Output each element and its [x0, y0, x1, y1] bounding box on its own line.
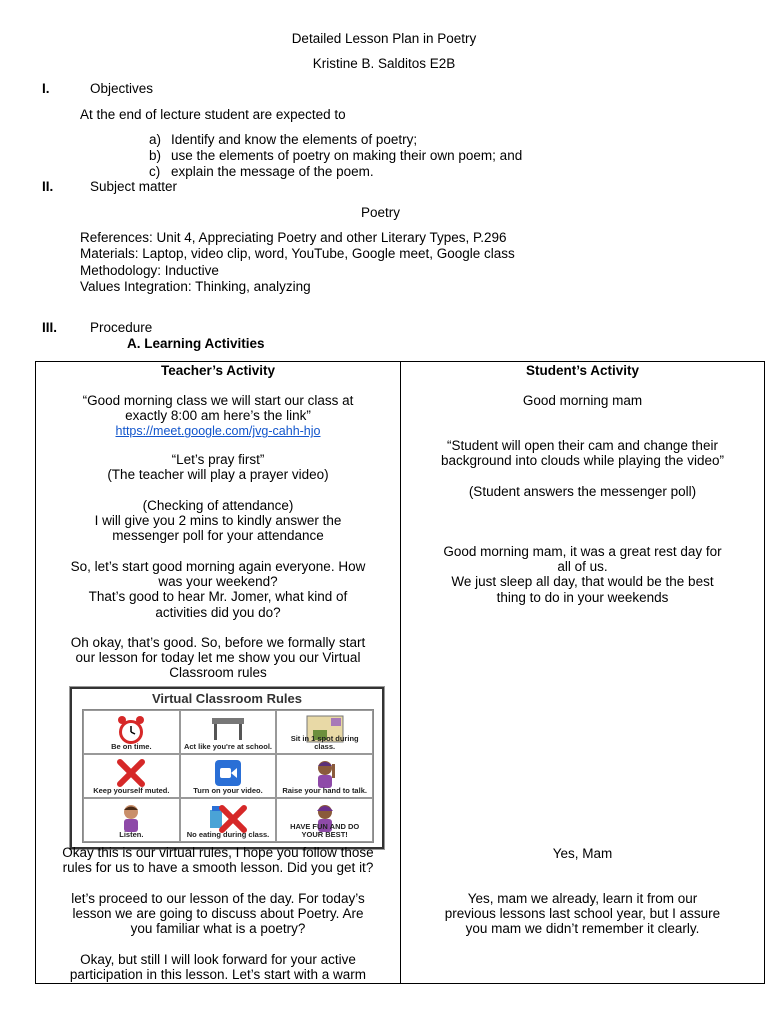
rules-title: Virtual Classroom Rules	[151, 691, 303, 706]
rule-be-on-time: Be on time.	[83, 710, 180, 754]
activities-table	[35, 361, 765, 984]
document-title: Detailed Lesson Plan in Poetry	[291, 31, 477, 46]
teacher-prayer: “Let’s pray first” (The teacher will play a prayer video)	[107, 452, 329, 483]
teacher-column	[36, 362, 401, 984]
values-line: Values Integration: Thinking, analyzing	[80, 279, 311, 294]
teacher-rules-confirm: Okay this is our virtual rules, I hope you follow those rules for us to have a smooth lesson. Did you get it?	[62, 845, 374, 876]
section-label-procedure: Procedure	[90, 320, 153, 335]
learning-activities-heading: A. Learning Activities	[127, 336, 265, 351]
methodology-line: Methodology: Inductive	[80, 263, 219, 278]
teacher-attendance: (Checking of attendance) I will give you 2 mins to kindly answer the messenger poll for your attendance	[94, 498, 342, 544]
objective-item-a: a) Identify and know the elements of poetry;	[149, 132, 418, 147]
objectives-intro: At the end of lecture student are expected to	[80, 107, 346, 122]
teacher-weekend: So, let’s start good morning again everyone. How was your weekend? That’s good to hear Mr. Jomer, what kind of activities did you do?	[70, 559, 366, 620]
objective-item-c: c) explain the message of the poem.	[149, 164, 374, 179]
rule-no-eating: No eating during class.	[180, 798, 277, 842]
rule-sit-in-one-spot: Sit in 1 spot during class.	[276, 710, 373, 754]
section-numeral-objectives: I.	[42, 81, 50, 96]
rule-turn-on-video: Turn on your video.	[180, 754, 277, 798]
references-line: References: Unit 4, Appreciating Poetry and other Literary Types, P.296	[80, 230, 507, 245]
student-prayer-response: “Student will open their cam and change their background into clouds while playing the video”	[441, 438, 724, 469]
meet-link[interactable]: https://meet.google.com/jvg-cahh-hjo	[115, 424, 321, 439]
student-rules-response: Yes, Mam	[552, 846, 613, 861]
teacher-lesson-intro: let’s proceed to our lesson of the day. For today’s lesson we are going to discuss about Poetry. Are you familiar what is a poetry?	[71, 891, 365, 937]
rules-grid	[82, 709, 374, 843]
subject-topic: Poetry	[361, 205, 401, 220]
objective-item-b: b) use the elements of poetry on making their own poem; and	[149, 148, 523, 163]
virtual-classroom-rules-image	[70, 687, 384, 849]
rule-have-fun: HAVE FUN AND DO YOUR BEST!	[276, 798, 373, 842]
section-numeral-procedure: III.	[42, 320, 58, 335]
author-line: Kristine B. Salditos E2B	[312, 56, 456, 71]
teacher-rules-intro: Oh okay, that’s good. So, before we formally start our lesson for today let me show you our Virtual Classroom rules	[70, 635, 366, 681]
student-activity-header: Student’s Activity	[525, 363, 640, 378]
rule-listen: Listen.	[83, 798, 180, 842]
student-weekend-response: Good morning mam, it was a great rest day for all of us. We just sleep all day, that would be the best thing to do in your weekends	[443, 544, 722, 605]
rule-act-like-school: Act like you're at school.	[180, 710, 277, 754]
section-label-objectives: Objectives	[90, 81, 154, 96]
section-label-subject-matter: Subject matter	[90, 179, 178, 194]
section-numeral-subject-matter: II.	[42, 179, 54, 194]
teacher-activity-header: Teacher’s Activity	[160, 363, 276, 378]
student-greeting: Good morning mam	[522, 393, 643, 408]
teacher-greeting: “Good morning class we will start our class at exactly 8:00 am here’s the link” https://meet.google.com/jvg-cahh-hjo	[82, 393, 354, 439]
rule-keep-muted: Keep yourself muted.	[83, 754, 180, 798]
student-column	[401, 362, 765, 984]
video-camera-icon	[213, 758, 243, 788]
teacher-warm-up: Okay, but still I will look forward for your active participation in this lesson. Let’s start with a warm	[69, 952, 367, 983]
red-x-icon	[115, 758, 147, 788]
desk-icon	[208, 714, 248, 742]
student-attendance-response: (Student answers the messenger poll)	[468, 484, 697, 499]
rule-raise-hand: Raise your hand to talk.	[276, 754, 373, 798]
materials-line: Materials: Laptop, video clip, word, YouTube, Google meet, Google class	[80, 246, 515, 261]
student-poetry-response: Yes, mam we already, learn it from our previous lessons last school year, but I assure you mam we didn’t remember it clearly.	[444, 891, 721, 937]
